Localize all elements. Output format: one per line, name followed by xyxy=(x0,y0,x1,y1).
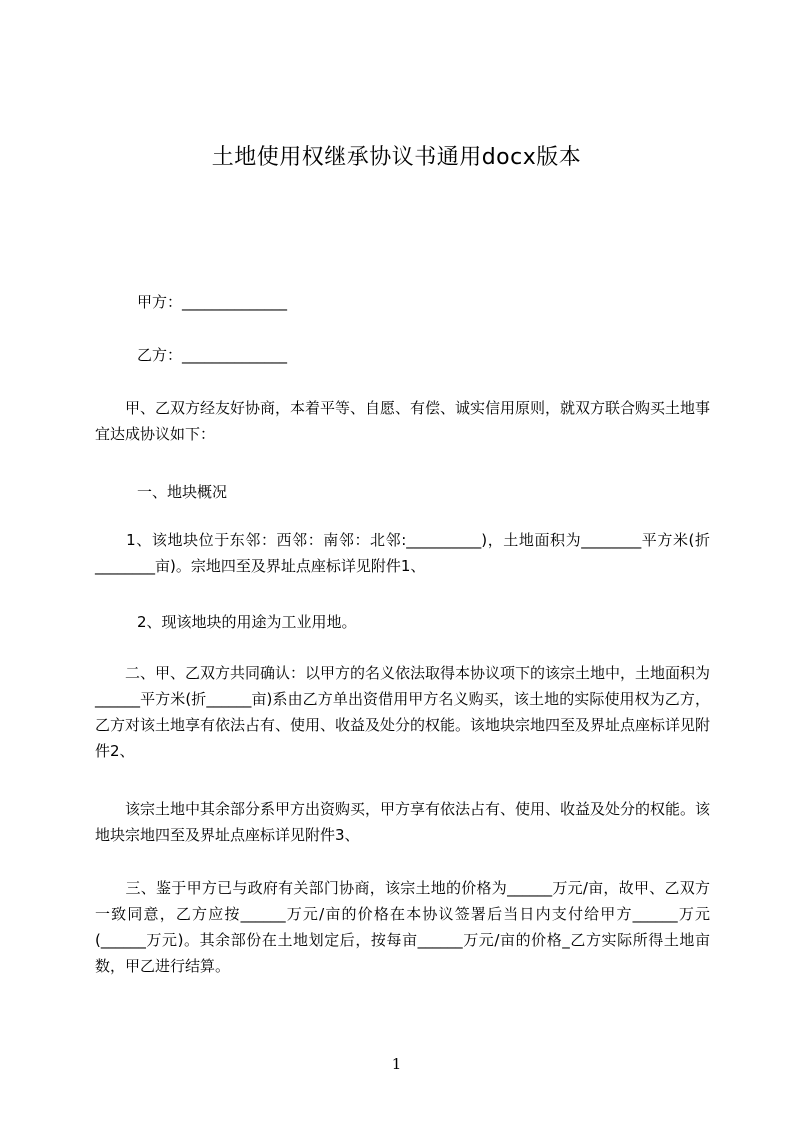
section-1-item-1: 1、该地块位于东邻：西邻：南邻：北邻:__________)，土地面积为________平方米(折________亩)。宗地四至及界址点座标详见附件1、 xyxy=(95,531,710,575)
page-number: 1 xyxy=(391,1055,402,1073)
section-1-heading: 一、地块概况 xyxy=(137,483,228,501)
page-title: 土地使用权继承协议书通用docx版本 xyxy=(211,145,582,170)
section-2-paragraph: 二、甲、乙双方共同确认：以甲方的名义依法取得本协议项下的该宗土地中，土地面积为______平方米(折______亩)系由乙方单出资借用甲方名义购买，该土地的实际使用权为乙方，乙方对该土地享有依法占有、使用、收益及处分的权能。该地块宗地四至及界址点座标详见附件2、 xyxy=(95,664,711,760)
intro-paragraph: 甲、乙双方经友好协商，本着平等、自愿、有偿、诚实信用原则，就双方联合购买土地事宜达成协议如下： xyxy=(95,399,711,443)
section-3-paragraph: 三、鉴于甲方已与政府有关部门协商，该宗土地的价格为______万元/亩，故甲、乙双方一致同意，乙方应按______万元/亩的价格在本协议签署后当日内支付给甲方______万元(______万元)。其余部份在土地划定后，按每亩______万元/亩的价格_乙方实际所得土地亩数，甲乙进行结算。 xyxy=(95,879,710,975)
party-b-line: 乙方：______________ xyxy=(137,346,288,364)
party-a-line: 甲方：______________ xyxy=(137,293,288,311)
section-2-continuation: 该宗土地中其余部分系甲方出资购买，甲方享有依法占有、使用、收益及处分的权能。该地块宗地四至及界址点座标详见附件3、 xyxy=(95,800,711,844)
section-1-item-2: 2、现该地块的用途为工业用地。 xyxy=(137,613,357,631)
